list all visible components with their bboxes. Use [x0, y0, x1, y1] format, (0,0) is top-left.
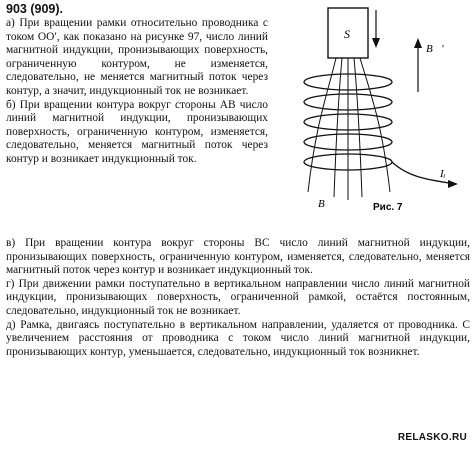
field-lines [308, 58, 390, 200]
magnet-label: S [344, 27, 350, 41]
full-width-column [6, 237, 470, 359]
b-label: B⃗ [318, 198, 334, 210]
problem-number: 903 (909). [6, 2, 63, 16]
watermark: RELASKO.RU [397, 432, 467, 444]
figure-caption: Рис. 7 [373, 202, 403, 212]
paragraph-a: а) При вращении рамки относительно проводника с током OO′, как показано на рисунке 97, число линий магнитной индукции, пронизывающих поверхность, ограниченную контуром, не изменяется, следовательно, не меняется магнитный поток через контур, а значит, индукционный ток не возникает. [6, 17, 268, 97]
paragraph-v: в) При вращении контура вокруг стороны BC число линий магнитной индукции, пронизывающих поверхность, ограниченную контуром, изменяется, следовательно, меняется магнитный поток через контур и возникает индукционный ток. [6, 237, 470, 277]
paragraph-b: б) При вращении контура вокруг стороны AB число линий магнитной индукции, пронизывающих поверхность, ограниченную контуром, изменяется, следовательно, меняется магнитный поток через контур и возникает индукционный ток. [6, 98, 268, 165]
paragraph-g: г) При движении рамки поступательно в вертикальном направлении число линий магнитной индукции, пронизывающих поверхность, ограниченной рамкой, остаётся постоянным, следовательно, индукционный ток не возникает. [6, 277, 470, 317]
left-column [6, 17, 268, 167]
paragraph-d: д) Рамка, двигаясь поступательно в вертикальном направлении, удаляется от проводника. С увеличением расстояния от проводника с током число линий магнитной индукции, пронизывающих контур, уменьшается, следовательно, индукционный ток возникнет. [6, 318, 470, 358]
current-label: Iᵢ [440, 168, 446, 180]
b-prime-label: B⃗′ [426, 43, 444, 55]
figure-solenoid [278, 2, 470, 212]
